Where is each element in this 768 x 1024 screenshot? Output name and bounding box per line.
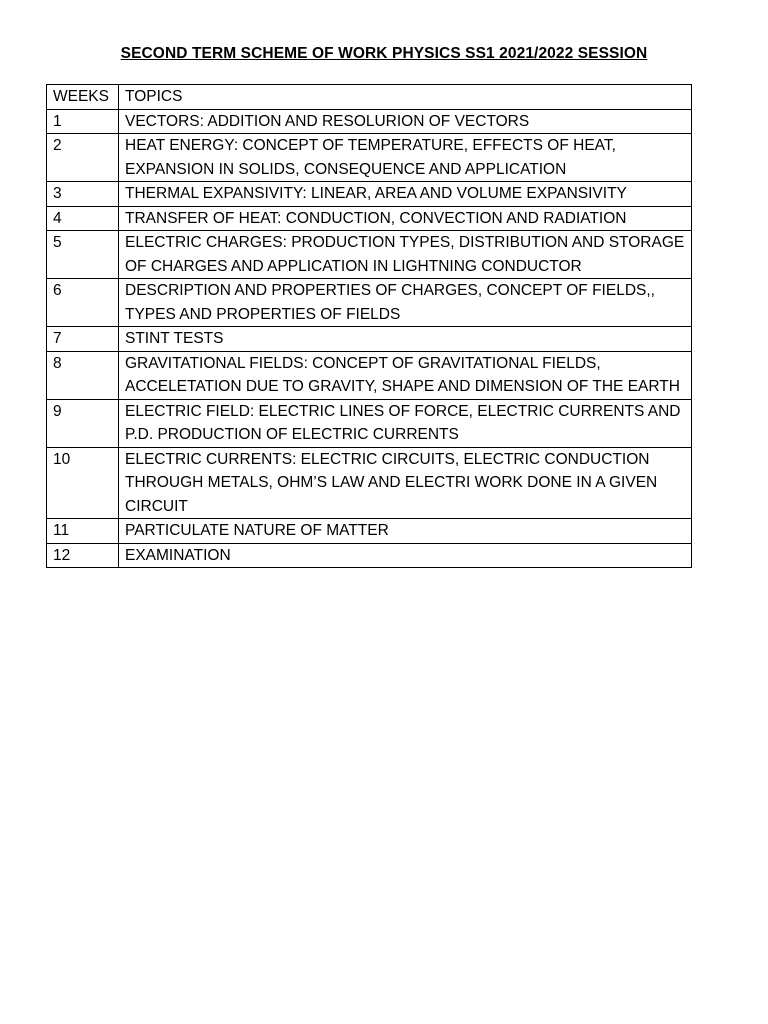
table-row [47, 206, 692, 231]
document-title: SECOND TERM SCHEME OF WORK PHYSICS SS1 2021/2022 SESSION [120, 45, 648, 62]
topic-cell: ELECTRIC CHARGES: PRODUCTION TYPES, DISTRIBUTION AND STORAGE OF CHARGES AND APPLICATION IN LIGHTNING CONDUCTOR [119, 231, 692, 279]
week-cell: 2 [47, 134, 119, 182]
week-cell: 6 [47, 279, 119, 327]
table-row [47, 182, 692, 207]
week-cell: 9 [47, 399, 119, 447]
topic-cell: DESCRIPTION AND PROPERTIES OF CHARGES, CONCEPT OF FIELDS,, TYPES AND PROPERTIES OF FIELDS [119, 279, 692, 327]
topic-cell: VECTORS: ADDITION AND RESOLURION OF VECTORS [119, 109, 692, 134]
weeks-header: WEEKS [47, 85, 119, 110]
topic-cell: TRANSFER OF HEAT: CONDUCTION, CONVECTION AND RADIATION [119, 206, 692, 231]
table-row [47, 279, 692, 327]
topic-cell: PARTICULATE NATURE OF MATTER [119, 519, 692, 544]
table-row [47, 351, 692, 399]
table-row [47, 519, 692, 544]
table-row [47, 231, 692, 279]
table-row [47, 134, 692, 182]
week-cell: 10 [47, 447, 119, 519]
table-row [47, 447, 692, 519]
table-row [47, 543, 692, 568]
table-header-row [47, 85, 692, 110]
week-cell: 12 [47, 543, 119, 568]
topic-cell: THERMAL EXPANSIVITY: LINEAR, AREA AND VOLUME EXPANSIVITY [119, 182, 692, 207]
table-row [47, 399, 692, 447]
week-cell: 7 [47, 327, 119, 352]
topic-cell: ELECTRIC FIELD: ELECTRIC LINES OF FORCE, ELECTRIC CURRENTS AND P.D. PRODUCTION OF ELECTRIC CURRENTS [119, 399, 692, 447]
topic-cell: GRAVITATIONAL FIELDS: CONCEPT OF GRAVITATIONAL FIELDS, ACCELETATION DUE TO GRAVITY, SHAPE AND DIMENSION OF THE EARTH [119, 351, 692, 399]
table-row [47, 109, 692, 134]
week-cell: 3 [47, 182, 119, 207]
topic-cell: EXAMINATION [119, 543, 692, 568]
week-cell: 8 [47, 351, 119, 399]
week-cell: 11 [47, 519, 119, 544]
table-row [47, 327, 692, 352]
topic-cell: ELECTRIC CURRENTS: ELECTRIC CIRCUITS, ELECTRIC CONDUCTION THROUGH METALS, OHM’S LAW AND ELECTRI WORK DONE IN A GIVEN CIRCUIT [119, 447, 692, 519]
week-cell: 5 [47, 231, 119, 279]
week-cell: 1 [47, 109, 119, 134]
topic-cell: HEAT ENERGY: CONCEPT OF TEMPERATURE, EFFECTS OF HEAT, EXPANSION IN SOLIDS, CONSEQUENCE AND APPLICATION [119, 134, 692, 182]
week-cell: 4 [47, 206, 119, 231]
scheme-table [46, 84, 692, 568]
topic-cell: STINT TESTS [119, 327, 692, 352]
topics-header: TOPICS [119, 85, 692, 110]
